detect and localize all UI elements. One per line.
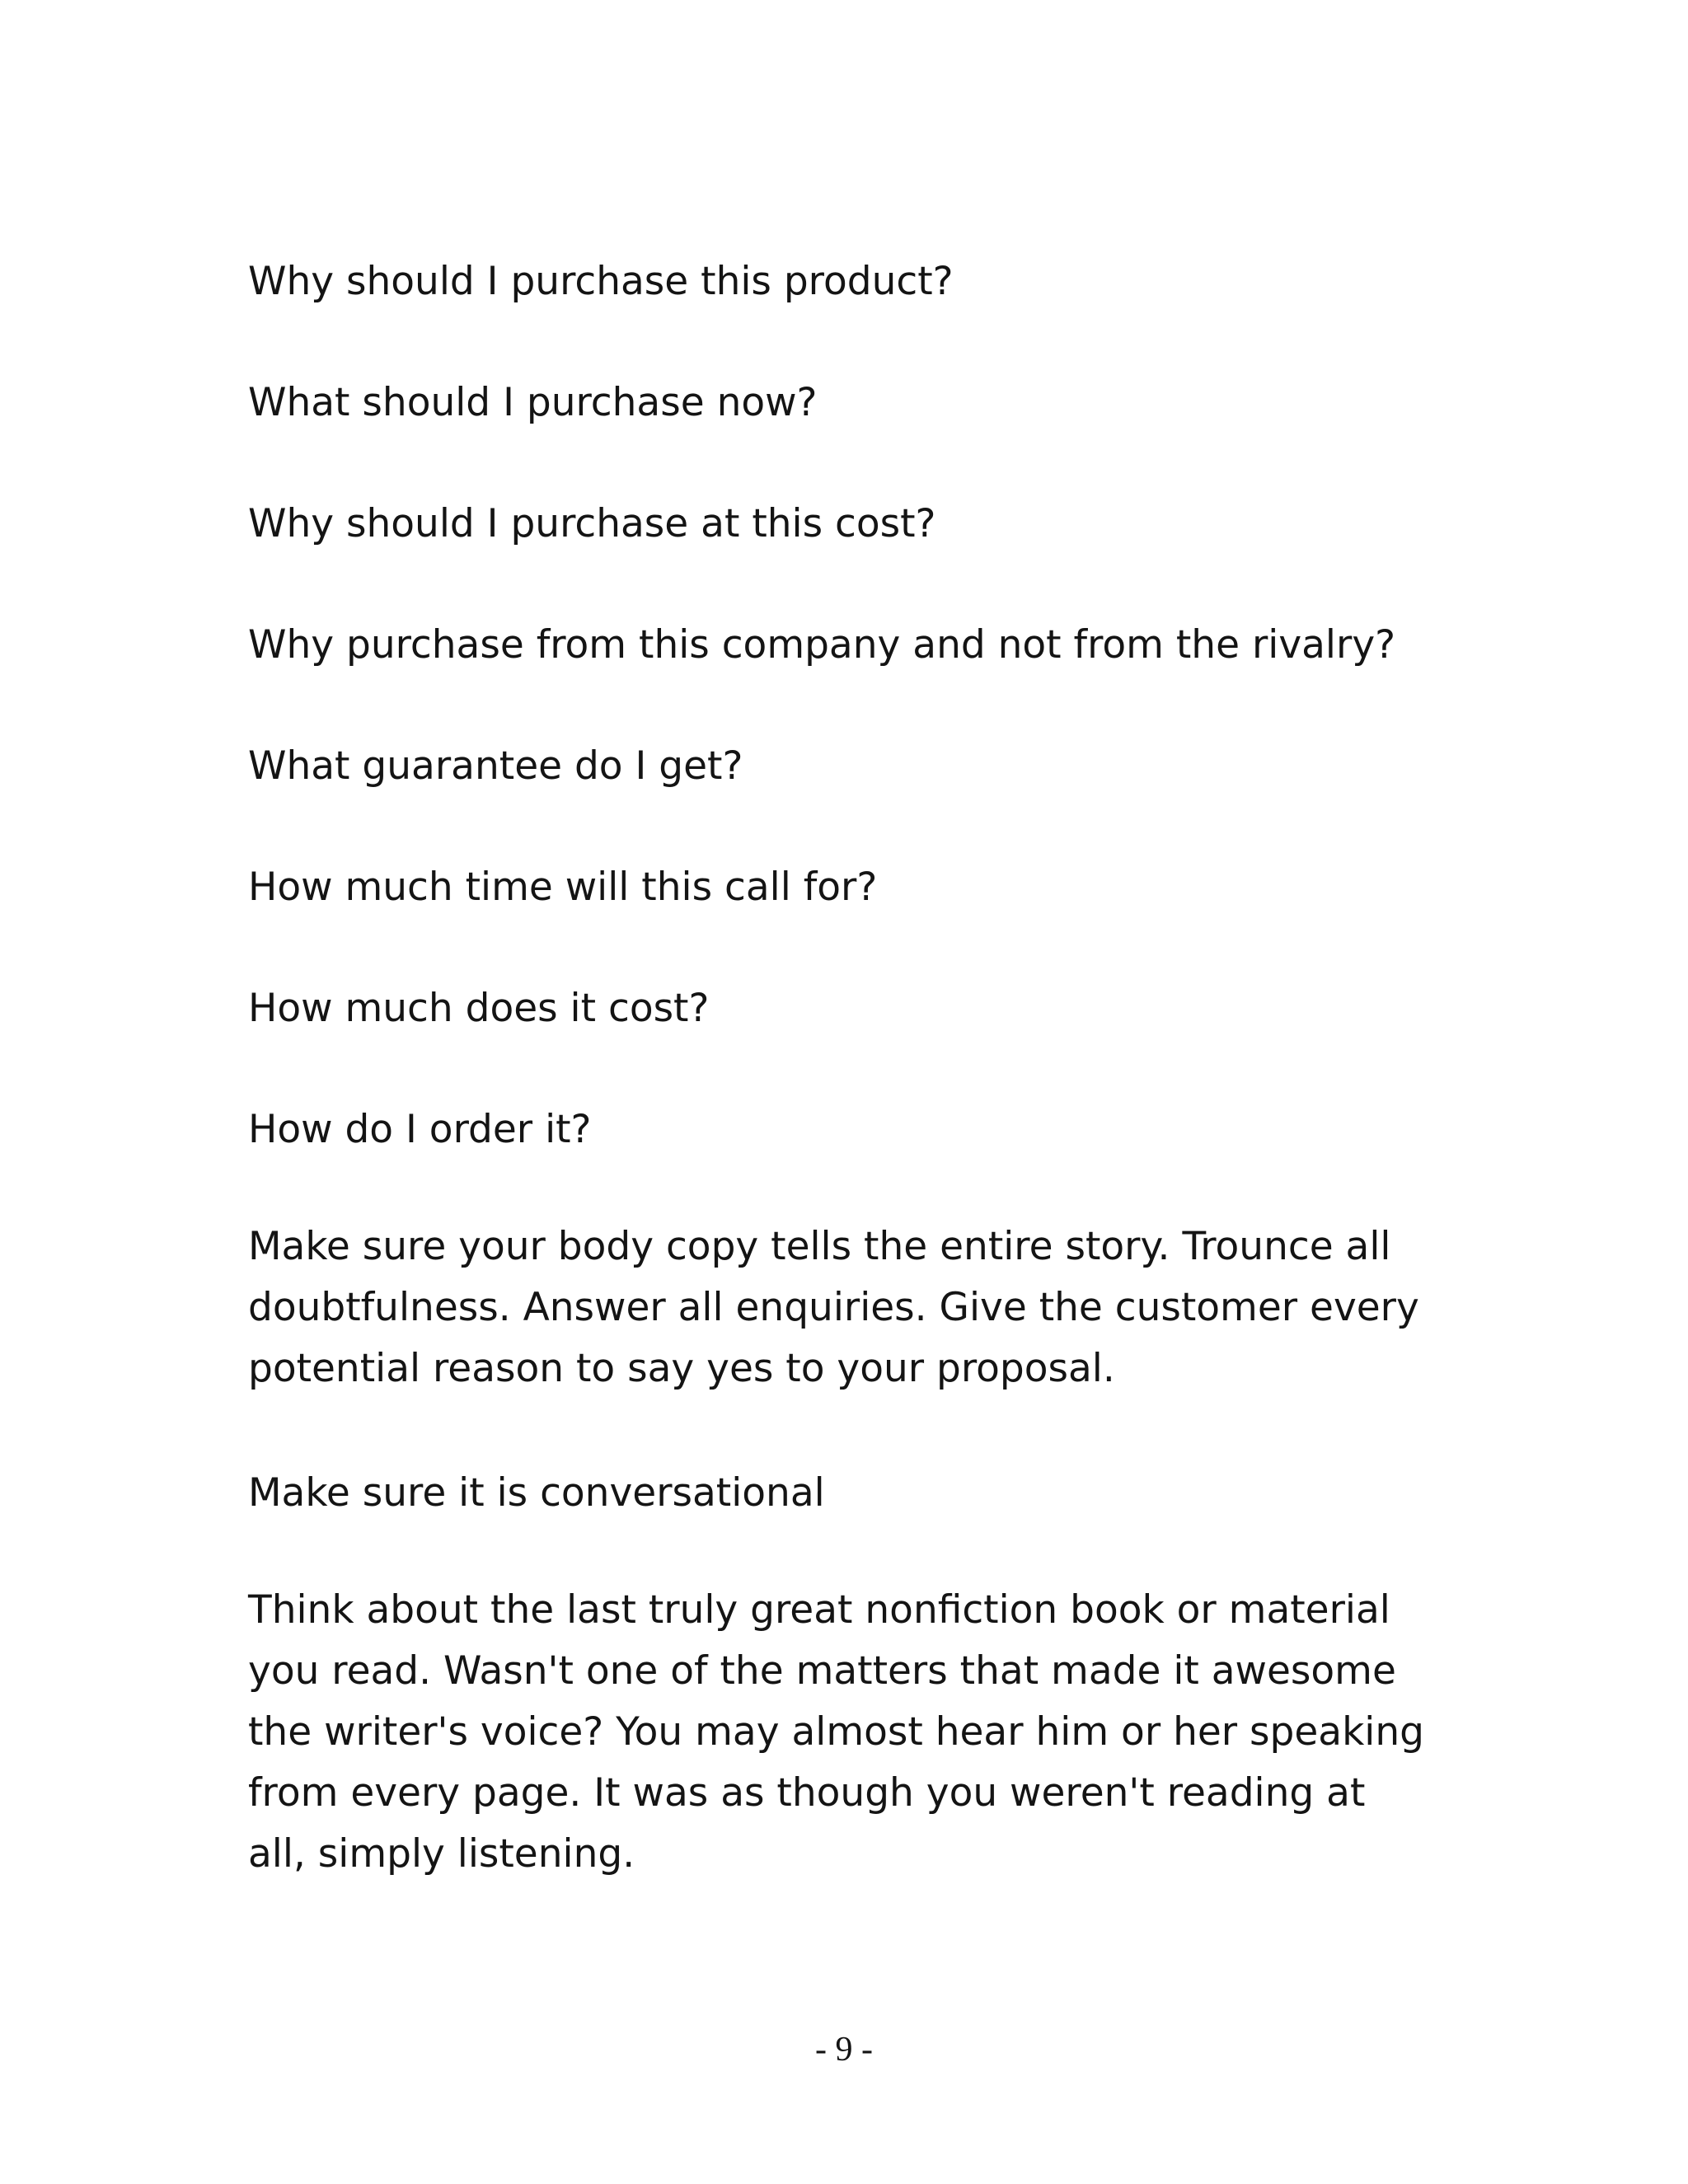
page-number: - 9 - [815, 2031, 873, 2069]
paragraph-line: potential reason to say yes to your proposal. [248, 1346, 1115, 1391]
paragraph-line: the writer's voice? You may almost hear him or her speaking [248, 1709, 1424, 1755]
question-line: How much time will this call for? [248, 865, 878, 910]
closing-paragraph [248, 1580, 1484, 1885]
question-line: How do I order it? [248, 1107, 592, 1152]
question-line: Why should I purchase at this cost? [248, 501, 936, 546]
paragraph-line: doubtfulness. Answer all enquiries. Give the customer every [248, 1285, 1419, 1330]
section-heading: Make sure it is conversational [248, 1470, 825, 1516]
question-line: Why should I purchase this product? [248, 259, 954, 304]
paragraph-line: Make sure your body copy tells the entire story. Trounce all [248, 1224, 1391, 1269]
question-line: What should I purchase now? [248, 380, 818, 425]
paragraph-line: from every page. It was as though you weren't reading at [248, 1770, 1366, 1816]
paragraph-line: Think about the last truly great nonfiction book or material [248, 1587, 1390, 1633]
question-line: Why purchase from this company and not from the rivalry? [248, 622, 1396, 668]
question-line: What guarantee do I get? [248, 743, 743, 789]
body-paragraph [248, 1216, 1484, 1399]
question-line: How much does it cost? [248, 986, 710, 1031]
paragraph-line: all, simply listening. [248, 1831, 635, 1877]
paragraph-line: you read. Wasn't one of the matters that made it awesome [248, 1648, 1396, 1694]
